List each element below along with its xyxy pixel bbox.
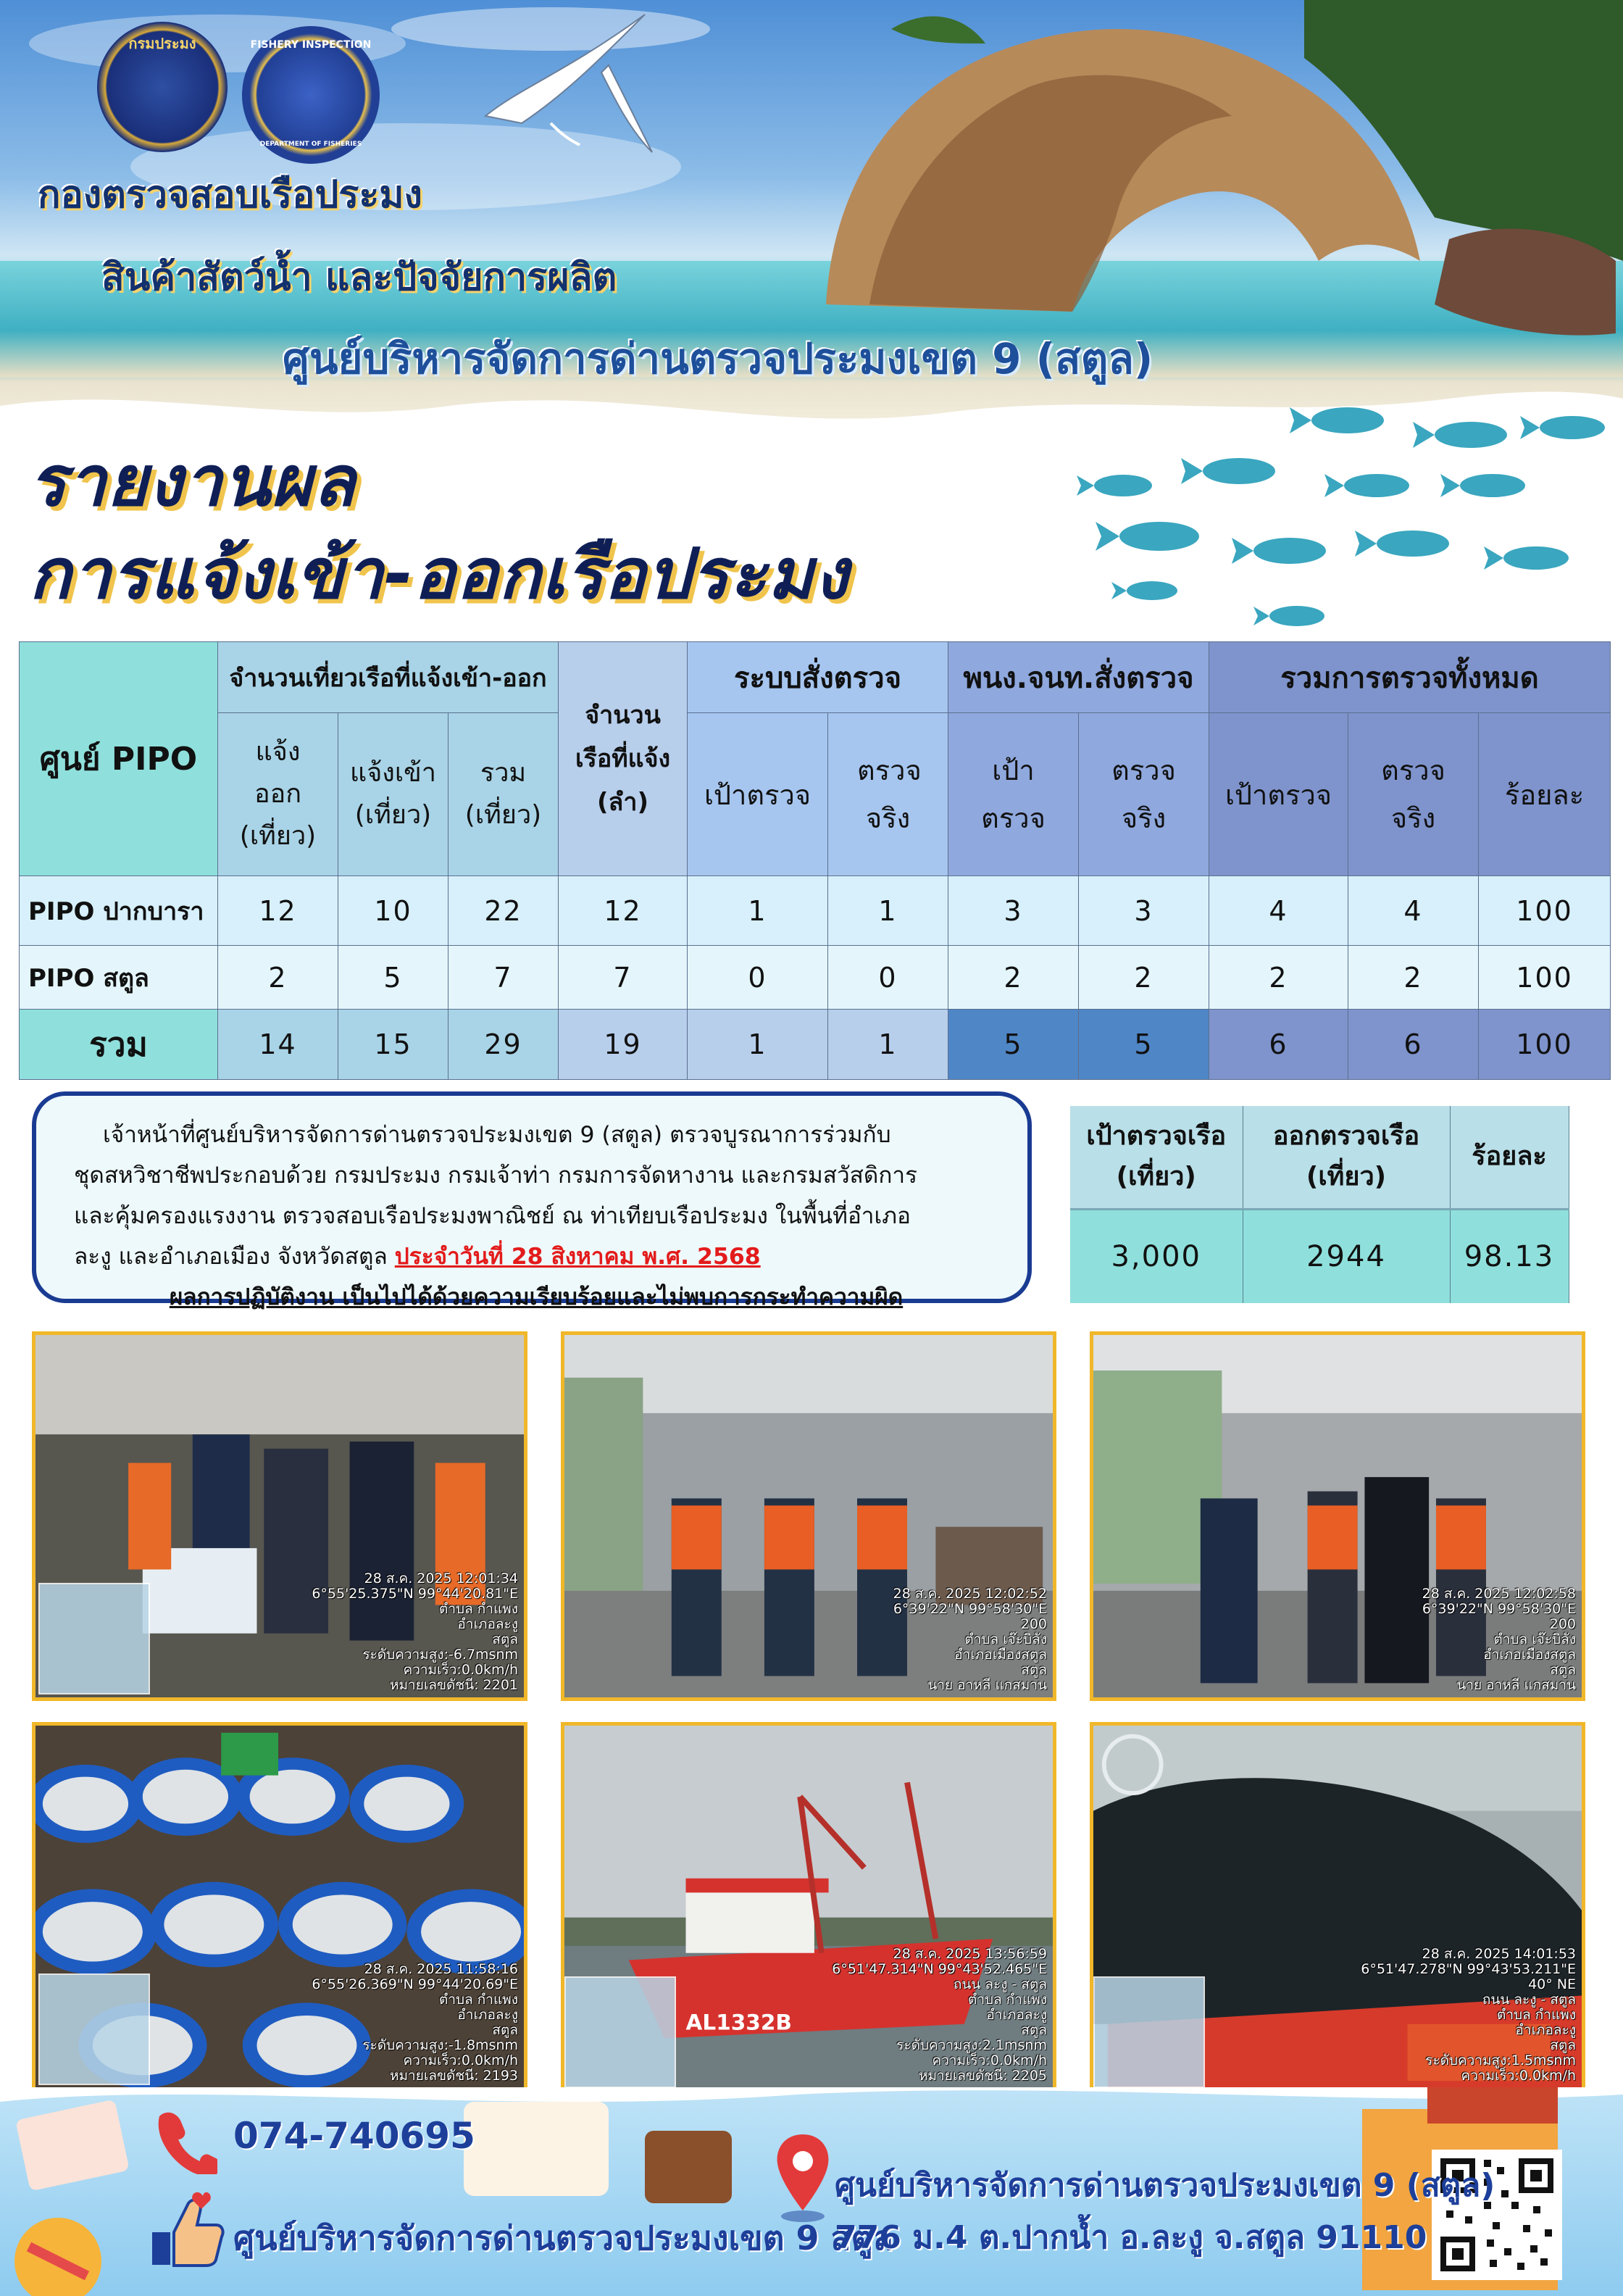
table-row	[20, 946, 1611, 1010]
header-system-actual: ตรวจจริง	[828, 713, 948, 876]
contact-phone[interactable]: 074-740695	[233, 2115, 475, 2157]
cell-in: 5	[338, 946, 448, 1010]
photo-officers-interview	[1090, 1331, 1585, 1701]
summary-percent: 98.13	[1450, 1209, 1569, 1303]
note-line1	[74, 1115, 998, 1155]
total-sys-actual: 1	[828, 1010, 948, 1080]
summary-header-done: ออกตรวจเรือ (เที่ยว)	[1243, 1106, 1450, 1209]
note-line4	[74, 1236, 998, 1277]
location-pin-icon	[774, 2131, 832, 2225]
cell-out: 12	[218, 876, 338, 946]
rock-arch	[710, 0, 1623, 362]
birds-illustration	[478, 7, 667, 159]
row-center-name: PIPO สตูล	[20, 946, 218, 1010]
total-boats: 19	[559, 1010, 688, 1080]
table-total-row	[20, 1010, 1611, 1080]
note-line2: ชุดสหวิชาชีพประกอบด้วย กรมประมง กรมเจ้าท่า กรมการจัดหางาน และกรมสวัสดิการ	[74, 1162, 918, 1189]
header-all-group: รวมการตรวจทั้งหมด	[1209, 642, 1611, 713]
cell-total: 22	[448, 876, 559, 946]
summary-header-row	[1070, 1106, 1569, 1209]
cell-sys-actual: 0	[828, 946, 948, 1010]
note-result: ผลการปฏิบัติงาน เป็นไปได้ด้วยความเรียบร้อยและไม่พบการกระทำความผิด	[169, 1284, 904, 1310]
header-system-group: ระบบสั่งตรวจ	[688, 642, 948, 713]
pipo-report-table	[19, 641, 1611, 1080]
cell-off-actual: 3	[1079, 876, 1209, 946]
photo-minimap	[1093, 1976, 1205, 2088]
logo-right-text-top: FISHERY INSPECTION	[250, 39, 372, 51]
photo-minimap	[564, 1976, 676, 2088]
total-total: 29	[448, 1010, 559, 1080]
header-boats: จำนวนเรือที่แจ้ง (ลำ)	[559, 642, 688, 876]
summary-table	[1070, 1106, 1569, 1303]
header-trips-total: รวม (เที่ยว)	[448, 713, 559, 876]
cell-percent: 100	[1479, 876, 1611, 946]
total-all-actual: 6	[1348, 1010, 1479, 1080]
boat-registration: AL1332B	[685, 2010, 792, 2035]
cell-in: 10	[338, 876, 448, 946]
cell-boats: 12	[559, 876, 688, 946]
report-title-line1: รายงานผล	[29, 441, 356, 522]
header-officer-group: พนง.จนท.สั่งตรวจ	[948, 642, 1209, 713]
photo-minimap	[38, 1583, 150, 1694]
cell-all-target: 2	[1209, 946, 1348, 1010]
table-header-row-2	[20, 713, 1611, 876]
header-notify-out: แจ้งออก (เที่ยว)	[218, 713, 338, 876]
cell-off-target: 3	[948, 876, 1079, 946]
photo-minimap	[38, 1973, 150, 2085]
cell-out: 2	[218, 946, 338, 1010]
header-banner	[0, 0, 1623, 638]
department-of-fisheries-logo	[97, 22, 228, 152]
photo-fish-buckets	[32, 1722, 527, 2092]
logo-left-text: กรมประมง	[128, 35, 196, 52]
summary-header-percent: ร้อยละ	[1450, 1106, 1569, 1209]
summary-done: 2944	[1243, 1209, 1450, 1303]
cell-percent: 100	[1479, 946, 1611, 1010]
photo-crew-check	[561, 1331, 1056, 1701]
header-officer-actual: ตรวจจริง	[1079, 713, 1209, 876]
phone-icon	[145, 2102, 217, 2174]
department-name-line2: สินค้าสัตว์น้ำ และปัจจัยการผลิต	[101, 256, 617, 299]
cell-sys-target: 0	[688, 946, 828, 1010]
photo-stamp: 28 ส.ค. 2025 12:02:52 6°39'22"N 99°58'30"E 200 ตำบล เจ๊ะบิลัง อำเภอเมืองสตูล สตูล นาย อาหลี แกสมาน	[893, 1586, 1047, 1693]
total-all-target: 6	[1209, 1010, 1348, 1080]
total-off-target: 5	[948, 1010, 1079, 1080]
photo-fishing-boat	[561, 1722, 1056, 2092]
photo-fishing-net	[1090, 1722, 1585, 2092]
header-notify-in: แจ้งเข้า (เที่ยว)	[338, 713, 448, 876]
total-sys-target: 1	[688, 1010, 828, 1080]
photo-stamp: 28 ส.ค. 2025 11:58:16 6°55'26.369"N 99°44'20.69"E ตำบล กำแพง อำเภอละงู สตูล ระดับความสูง:-1.8msnm ความเร็ว:0.0km/h หมายเลขดัชนี: 2193	[312, 1961, 518, 2084]
header-all-target: เป้าตรวจ	[1209, 713, 1348, 876]
fish-school-illustration	[1058, 391, 1623, 638]
total-in: 15	[338, 1010, 448, 1080]
center-name: ศูนย์บริหารจัดการด่านตรวจประมงเขต 9 (สตูล)	[283, 334, 1153, 383]
cell-all-actual: 2	[1348, 946, 1479, 1010]
total-percent: 100	[1479, 1010, 1611, 1080]
header-center: ศูนย์ PIPO	[20, 642, 218, 876]
cell-sys-actual: 1	[828, 876, 948, 946]
address-line2: 776 ม.4 ต.ปากน้ำ อ.ละงู จ.สตูล 91110	[835, 2219, 1427, 2256]
department-name-line1: กองตรวจสอบเรือประมง	[38, 173, 422, 217]
activity-note	[32, 1091, 1032, 1310]
row-center-name: PIPO ปากบารา	[20, 876, 218, 946]
photo-stamp: 28 ส.ค. 2025 12:01:34 6°55'25.375"N 99°44'20.81"E ตำบล กำแพง อำเภอละงู สตูล ระดับความสูง:-6.7msnm ความเร็ว:0.0km/h หมายเลขดัชนี: 2201	[312, 1571, 518, 1693]
note-line4-text: ละงู และอำเภอเมือง จังหวัดสตูล	[74, 1244, 395, 1270]
header-all-actual: ตรวจจริง	[1348, 713, 1479, 876]
summary-target: 3,000	[1070, 1209, 1243, 1303]
total-out: 14	[218, 1010, 338, 1080]
header-percent: ร้อยละ	[1479, 713, 1611, 876]
facebook-page-name[interactable]: ศูนย์บริหารจัดการด่านตรวจประมงเขต 9 สตูล	[233, 2218, 893, 2258]
logo-right-text-bottom: DEPARTMENT OF FISHERIES	[259, 141, 362, 148]
total-off-actual: 5	[1079, 1010, 1209, 1080]
note-date: ประจำวันที่ 28 สิงหาคม พ.ศ. 2568	[394, 1244, 761, 1270]
header-system-target: เป้าตรวจ	[688, 713, 828, 876]
note-line3: และคุ้มครองแรงงาน ตรวจสอบเรือประมงพาณิชย์ ณ ท่าเทียบเรือประมง ในพื้นที่อำเภอ	[74, 1203, 911, 1229]
photo-stamp: 28 ส.ค. 2025 13:56:59 6°51'47.314"N 99°43'52.465"E ถนน ละงู - สตูล ตำบล กำแพง อำเภอละงู สตูล ระดับความสูง:2.1msnm ความเร็ว:0.0km/h หมายเลขดัชนี: 2205	[832, 1946, 1047, 2084]
table-header-row-1	[20, 642, 1611, 713]
photo-stamp: 28 ส.ค. 2025 12:02:58 6°39'22"N 99°58'30"E 200 ตำบล เจ๊ะบิลัง อำเภอเมืองสตูล สตูล นาย อาหลี แกสมาน	[1422, 1586, 1576, 1693]
note-line1-text: เจ้าหน้าที่ศูนย์บริหารจัดการด่านตรวจประมงเขต 9 (สตูล) ตรวจบูรณาการร่วมกับ	[103, 1122, 891, 1148]
cell-total: 7	[448, 946, 559, 1010]
report-title-line2: การแจ้งเข้า-ออกเรือประมง	[29, 533, 849, 615]
photo-market-inspection	[32, 1331, 527, 1701]
cell-off-actual: 2	[1079, 946, 1209, 1010]
cell-sys-target: 1	[688, 876, 828, 946]
cell-all-target: 4	[1209, 876, 1348, 946]
like-icon	[145, 2189, 225, 2268]
total-label: รวม	[20, 1010, 218, 1080]
cell-boats: 7	[559, 946, 688, 1010]
header-officer-target: เป้าตรวจ	[948, 713, 1079, 876]
photo-stamp: 28 ส.ค. 2025 14:01:53 6°51'47.278"N 99°43'53.211"E 40° NE ถนน ละงู - สตูล ตำบล กำแพง อำเภอละงู สตูล ระดับความสูง:1.5msnm ความเร็ว:0.0km/h	[1361, 1946, 1576, 2084]
fishery-inspection-logo	[242, 26, 380, 164]
cell-off-target: 2	[948, 946, 1079, 1010]
cell-all-actual: 4	[1348, 876, 1479, 946]
summary-header-target: เป้าตรวจเรือ (เที่ยว)	[1070, 1106, 1243, 1209]
header-trips-group: จำนวนเที่ยวเรือที่แจ้งเข้า-ออก	[218, 642, 559, 713]
address-line1: ศูนย์บริหารจัดการด่านตรวจประมงเขต 9 (สตูล)	[835, 2167, 1495, 2204]
report-title	[29, 435, 848, 620]
table-row	[20, 876, 1611, 946]
summary-value-row	[1070, 1209, 1569, 1303]
